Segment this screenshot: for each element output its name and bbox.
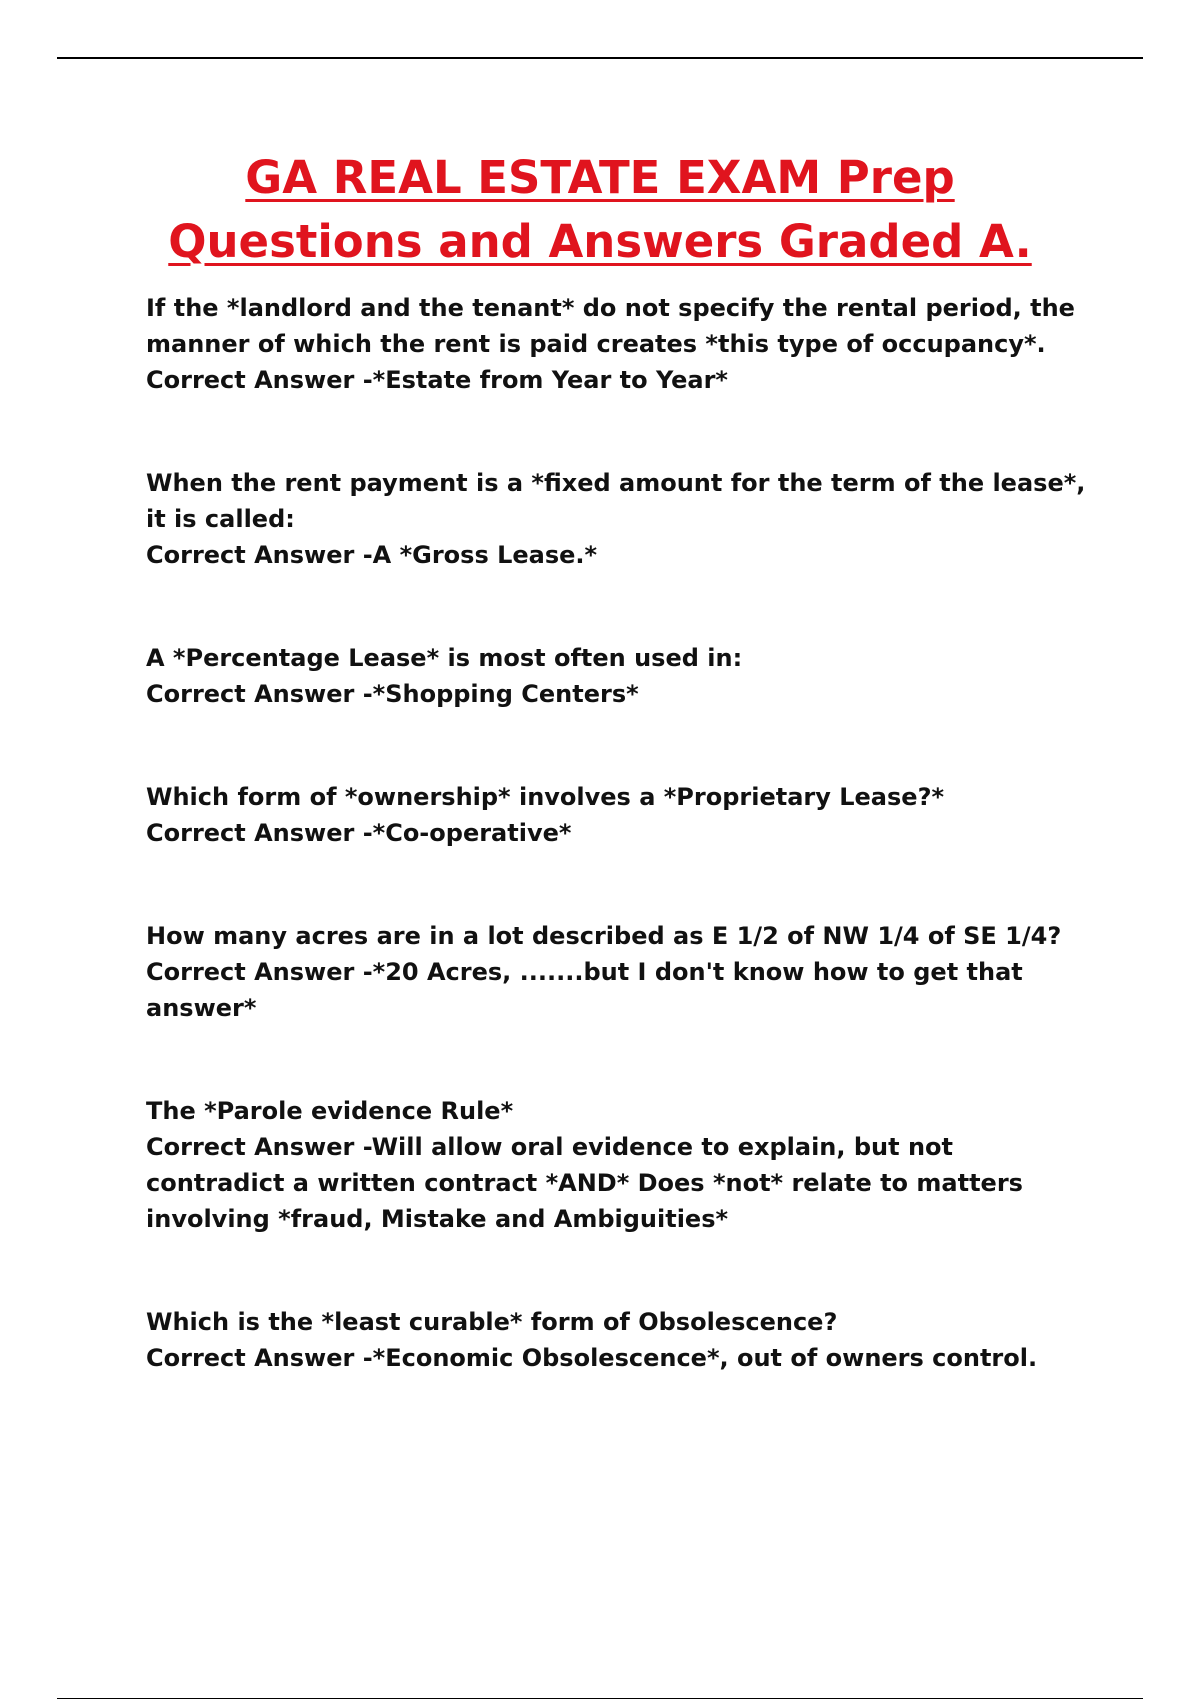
qa-item-5	[146, 918, 1096, 1026]
answer-text	[146, 362, 1096, 398]
qa-item-2	[146, 465, 1096, 573]
question-text: Which form of *ownership* involves a *Proprietary Lease?*	[146, 783, 945, 811]
qa-list	[146, 290, 1096, 1376]
answer-value: *Co-operative*	[372, 819, 572, 847]
answer-value: *Estate from Year to Year*	[372, 366, 728, 394]
answer-text	[146, 1340, 1096, 1376]
qa-item-3	[146, 640, 1096, 712]
answer-text	[146, 676, 1096, 712]
bottom-divider	[57, 1698, 1143, 1699]
question-text: A *Percentage Lease* is most often used in:	[146, 644, 743, 672]
answer-value: Will allow oral evidence to explain, but not contradict a written contract *AND* Does *not* relate to matters involving *fraud, Mistake and Ambiguities*	[146, 1133, 1023, 1233]
answer-value: *20 Acres, .......but I don't know how to get that answer*	[146, 958, 1023, 1022]
answer-text	[146, 1129, 1096, 1237]
question-text: If the *landlord and the tenant* do not specify the rental period, the manner of which the rent is paid creates *this type of occupancy*.	[146, 294, 1075, 358]
answer-text	[146, 537, 1096, 573]
answer-text	[146, 815, 1096, 851]
qa-item-6	[146, 1093, 1096, 1237]
question-text: The *Parole evidence Rule*	[146, 1097, 514, 1125]
question-text: How many acres are in a lot described as E 1/2 of NW 1/4 of SE 1/4?	[146, 922, 1062, 950]
question-text: When the rent payment is a *fixed amount for the term of the lease*, it is called:	[146, 469, 1086, 533]
answer-value: *Economic Obsolescence*, out of owners control.	[372, 1344, 1038, 1372]
answer-prefix: Correct Answer -	[146, 819, 373, 847]
document-title: GA REAL ESTATE EXAM Prep Questions and Answers Graded A.	[168, 151, 1032, 268]
answer-prefix: Correct Answer -	[146, 680, 373, 708]
answer-prefix: Correct Answer -	[146, 958, 373, 986]
qa-item-4	[146, 779, 1096, 851]
top-divider	[57, 57, 1143, 59]
answer-prefix: Correct Answer -	[146, 1344, 373, 1372]
answer-value: *Shopping Centers*	[372, 680, 639, 708]
answer-prefix: Correct Answer -	[146, 541, 373, 569]
question-text: Which is the *least curable* form of Obsolescence?	[146, 1308, 838, 1336]
answer-prefix: Correct Answer -	[146, 366, 373, 394]
qa-item-1	[146, 290, 1096, 398]
qa-item-7	[146, 1304, 1096, 1376]
answer-prefix: Correct Answer -	[146, 1133, 372, 1161]
answer-value: A *Gross Lease.*	[372, 541, 598, 569]
answer-text	[146, 954, 1096, 1026]
